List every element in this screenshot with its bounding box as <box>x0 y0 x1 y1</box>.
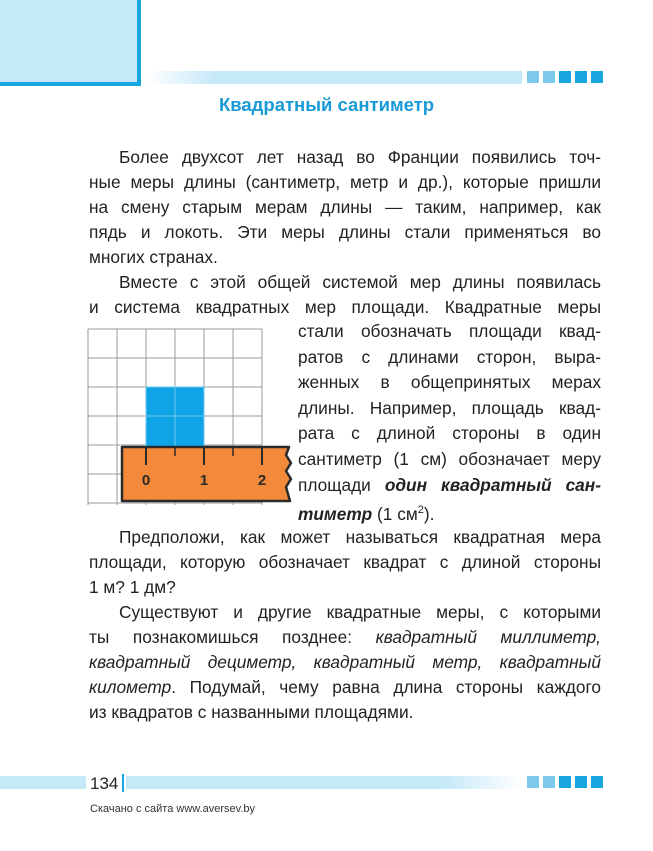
header-stripe <box>148 71 522 84</box>
header-square <box>591 71 603 83</box>
text-line: многих странах. <box>89 247 218 267</box>
page-number: 134 <box>90 774 119 793</box>
footer-stripe <box>0 776 86 789</box>
footer-square <box>559 776 571 788</box>
text-line: Более двухсот лет назад во Франции появились точ- <box>119 147 601 167</box>
paragraph-2 <box>89 270 601 320</box>
paragraph-4 <box>89 600 601 725</box>
text-line: рата с длиной стороны в один <box>298 423 601 444</box>
text-line <box>89 675 601 700</box>
ruler-label-2: 2 <box>257 472 267 489</box>
text-line: Существуют и другие квадратные меры, с которыми <box>119 602 601 622</box>
superscript: 2 <box>417 504 424 517</box>
text-fragment: ). <box>423 503 435 524</box>
text-line: площади, которую обозначает квадрат с длиной стороны <box>89 552 601 572</box>
paragraph-3 <box>89 525 601 600</box>
term-square-centimeter-end: тиметр <box>298 503 373 524</box>
term-square-centimeter: один квадратный сан- <box>384 474 601 495</box>
text-line: ратов с длинами сторон, выра- <box>298 346 601 367</box>
download-credit: Скачано с сайта www.aversev.by <box>90 803 256 815</box>
text-line: и система квадратных мер площади. Квадратные меры <box>89 297 601 317</box>
section-heading: Квадратный сантиметр <box>218 94 435 115</box>
grid-ruler-figure <box>86 327 296 507</box>
text-fragment: . Подумай, чему равна длина стороны каждого <box>171 677 601 697</box>
text-line <box>89 625 601 650</box>
term-square-units: квадратный дециметр, квадратный метр, квадратный <box>89 652 601 672</box>
text-line: 1 м? 1 дм? <box>89 577 176 597</box>
text-line: Вместе с этой общей системой мер длины появилась <box>119 272 601 292</box>
footer-square <box>575 776 587 788</box>
text-fragment: ты познакомишься позднее: <box>89 627 376 647</box>
text-line: из квадратов с названными площадями. <box>89 702 414 722</box>
text-line: на смену старым мерам длины — таким, например, как <box>89 197 601 217</box>
ruler-label-0: 0 <box>141 472 151 489</box>
text-fragment: (1 см <box>372 503 418 524</box>
text-line <box>89 650 601 675</box>
footer-square <box>591 776 603 788</box>
page-number-divider <box>122 774 124 792</box>
paragraph-1 <box>89 145 601 270</box>
text-line: Предположи, как может называться квадратная мера <box>119 527 601 547</box>
term-square-millimeter: квадратный миллиметр, <box>375 627 601 647</box>
corner-decoration <box>0 0 141 86</box>
ruler-label-1: 1 <box>199 472 209 489</box>
text-line: сантиметр (1 см) обозначает меру <box>298 448 601 469</box>
footer-square <box>527 776 539 788</box>
text-line <box>298 473 601 499</box>
footer-square <box>543 776 555 788</box>
header-square <box>559 71 571 83</box>
text-fragment: площади <box>298 474 385 495</box>
text-line <box>298 498 601 527</box>
paragraph-2-narrow <box>298 319 601 528</box>
footer-stripe <box>126 776 522 789</box>
text-line: ные меры длины (сантиметр, метр и др.), которые пришли <box>89 172 601 192</box>
header-square <box>527 71 539 83</box>
text-line: пядь и локоть. Эти меры длины стали применяться во <box>89 222 601 242</box>
header-square <box>543 71 555 83</box>
header-square <box>575 71 587 83</box>
text-line: длины. Например, площадь квад- <box>298 397 601 418</box>
text-line: женных в общепринятых мерах <box>298 372 601 393</box>
text-line: стали обозначать площади квад- <box>298 321 601 341</box>
term-square-kilometer: километр <box>89 677 172 697</box>
